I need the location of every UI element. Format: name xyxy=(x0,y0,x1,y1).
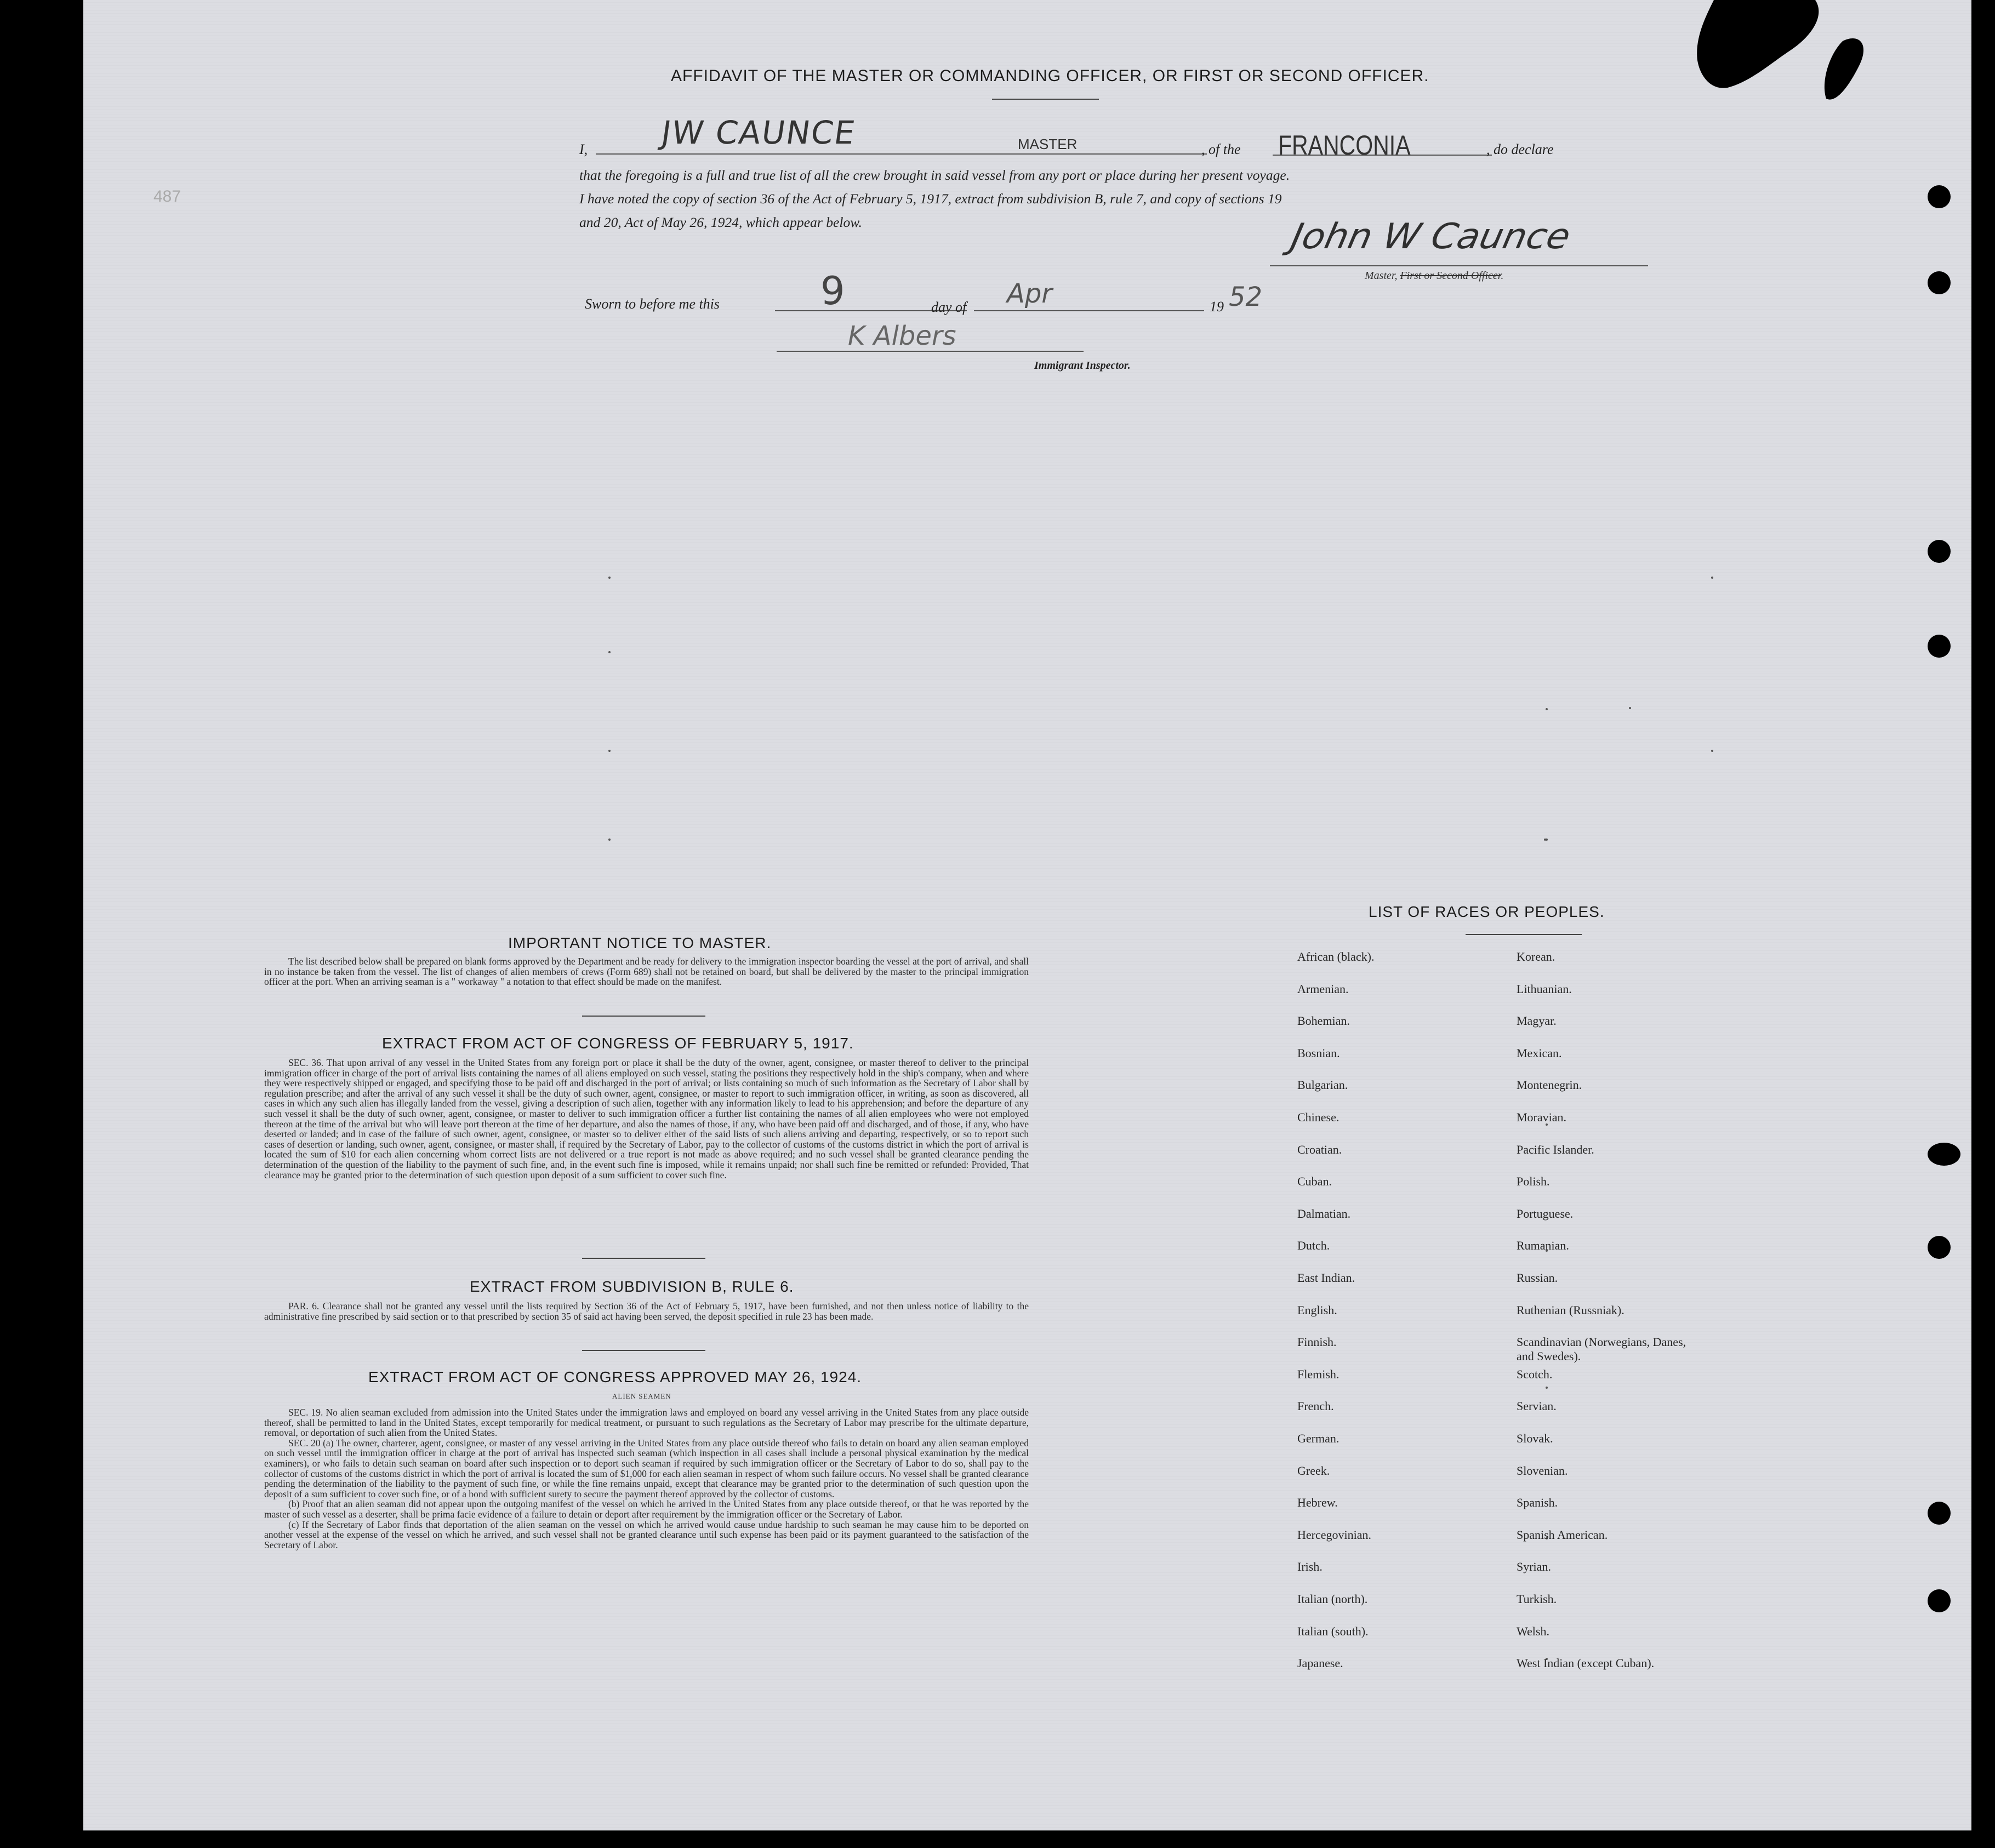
master-signature: John W Caunce xyxy=(1287,216,1574,257)
print-dot xyxy=(1546,1387,1548,1389)
race-item: Russian. xyxy=(1517,1271,1558,1285)
margin-note: 487 xyxy=(153,187,181,206)
of-the-label: , of the xyxy=(1201,141,1241,157)
race-item: Bosnian. xyxy=(1297,1046,1340,1060)
heading-rule xyxy=(992,99,1099,100)
extract-3-paragraph-3: (b) Proof that an alien seaman did not appear upon the outgoing manifest of the vessel on which he arrived in the United States from any place outside thereof, or that he was reported by the master of such vessel as a deserter, shall be prima facie evidence of a failure to detain or deport after requirement by the immigration officer or the Secretary of Labor. xyxy=(264,1498,1029,1520)
rank-label: MASTER xyxy=(1018,136,1078,152)
binder-hole xyxy=(1928,1236,1951,1259)
race-item: West Indian (except Cuban). xyxy=(1517,1656,1655,1670)
year-suffix: 52 xyxy=(1229,282,1263,312)
notice-paragraph: The list described below shall be prepared on blank forms approved by the Department and be ready for delivery to the immigration inspector boarding the vessel at the port of arrival, and shall in no instance be taken from the vessel. The list of changes of alien members of crews (Form 689) shall not be retained on board, but shall be delivered by the master to the principal immigration officer at the port. When an arriving seaman is a " workaway " a notation to that effect should be made on the manifest. xyxy=(264,956,1029,988)
affidavit-line-2: that the foregoing is a full and true list of all the crew brought in said vessel from any port or place during her present voyage. xyxy=(579,167,1290,183)
race-item: Chinese. xyxy=(1297,1110,1340,1124)
race-item: French. xyxy=(1297,1399,1334,1413)
race-item: German. xyxy=(1297,1431,1340,1445)
binder-hole xyxy=(1928,635,1951,658)
affidavit-heading: AFFIDAVIT OF THE MASTER OR COMMANDING OFFICER, OR FIRST OR SECOND OFFICER. xyxy=(671,67,1429,85)
race-item: Lithuanian. xyxy=(1517,982,1572,996)
race-item: Turkish. xyxy=(1517,1592,1557,1606)
race-item: Montenegrin. xyxy=(1517,1078,1582,1092)
extract-2-title: EXTRACT FROM SUBDIVISION B, RULE 6. xyxy=(470,1278,794,1295)
signature-underline xyxy=(1270,265,1648,266)
binder-hole xyxy=(1928,1143,1960,1166)
sworn-day: 9 xyxy=(820,269,845,313)
torn-corner-shape xyxy=(1662,0,1892,137)
race-item: African (black). xyxy=(1297,950,1375,963)
binder-hole xyxy=(1928,271,1951,294)
extract-1-paragraph: SEC. 36. That upon arrival of any vessel in the United States from any foreign port or place it shall be the duty of the owner, agent, consignee, or master thereof to deliver to the principal immigration officer in charge of the port of arrival lists containing the names of all aliens employed on such vessel, stating the positions they respectively hold in the ship's company, when and where they were respectively shipped or engaged, and specifying those to be paid off and discharged in the port of arrival; or lists containing so much of such information as the Secretary of Labor shall by regulation prescribe; and after the arrival of any such vessel it shall be the duty of such owner, agent, consignee, or master to report to such immigration officer, in writing, as soon as discovered, all cases in which any such alien has illegally landed from the vessel, giving a description of such alien, together with any information likely to lead to his apprehension; and before the departure of any such vessel it shall be the duty of such owner, agent, consignee, or master to deliver to such immigration officer a further list containing the names of all alien employees who were not employed thereon at the time of the arrival but who will leave port thereon at the time of her departure, and also the names of those, if any, who have been paid off and discharged, and of those, if any, who have deserted or landed; and in case of the failure of such owner, agent, consignee, or master so to deliver either of the said lists of such aliens arriving and departing, respectively, or so to report such cases of desertion or landing, such owner, agent, consignee, or master shall, if required by the Secretary of Labor, pay to the collector of customs of the customs district in which the port of arrival is located the sum of $10 for each alien concerning whom correct lists are not delivered or a true report is not made as above required; and no such vessel shall be granted clearance pending the determination of the question of the liability to the payment of such fine, and, in the event such fine is imposed, while it remains unpaid; nor shall such fine be remitted or refunded: Provided, That clearance may be granted prior to the determination of such question upon deposit of a sum sufficient to cover such fine. xyxy=(264,1057,1029,1180)
print-dot xyxy=(608,839,611,841)
race-item: Flemish. xyxy=(1297,1367,1340,1381)
race-item: Spanish American. xyxy=(1517,1527,1608,1542)
extract-1-body xyxy=(264,1058,1029,1180)
extract-3-paragraph-1: SEC. 19. No alien seaman excluded from admission into the United States under the immigration laws and employed on board any vessel arriving in the United States from any place outside thereof, shall be permitted to land in the United States, except temporarily for medical treatment, or pursuant to such regulations as the Secretary of Labor may prescribe for the ultimate departure, removal, or deportation of such alien from the United States. xyxy=(264,1407,1029,1439)
print-dot xyxy=(608,750,611,752)
binder-hole xyxy=(1928,540,1951,563)
affidavit-line-4: and 20, Act of May 26, 1924, which appear below. xyxy=(579,214,862,230)
race-item: Welsh. xyxy=(1517,1624,1549,1638)
race-item: Croatian. xyxy=(1297,1142,1342,1156)
binder-hole xyxy=(1928,1502,1951,1525)
print-dot xyxy=(608,651,611,653)
race-item: Mexican. xyxy=(1517,1046,1562,1060)
print-dot xyxy=(1711,577,1713,579)
signature-caption-suffix: . xyxy=(1501,270,1504,282)
print-dot xyxy=(1629,707,1631,709)
race-item: Scandinavian (Norwegians, Danes, and Swedes). xyxy=(1517,1335,1686,1364)
race-item: Korean. xyxy=(1517,950,1555,963)
race-item: Rumanian. xyxy=(1517,1239,1569,1253)
race-item: Cuban. xyxy=(1297,1174,1332,1189)
race-item: Hercegovinian. xyxy=(1297,1527,1371,1542)
extract-2-paragraph: PAR. 6. Clearance shall not be granted any vessel until the lists required by Section 36 of the Act of February 5, 1917, have been furnished, and not then unless notice of liability to the administrative fine prescribed by said section or to that prescribed by section 35 of said act having been served, the deposit specified in rule 23 has been made. xyxy=(264,1301,1029,1322)
race-item: Bohemian. xyxy=(1297,1014,1350,1028)
race-item: Irish. xyxy=(1297,1560,1323,1574)
race-item: East Indian. xyxy=(1297,1271,1355,1285)
binder-hole xyxy=(1928,1589,1951,1612)
race-item: Bulgarian. xyxy=(1297,1078,1348,1092)
race-item: Portuguese. xyxy=(1517,1206,1574,1220)
extract-3-subtitle: ALIEN SEAMEN xyxy=(612,1392,671,1400)
races-title: LIST OF RACES OR PEOPLES. xyxy=(1369,903,1605,920)
i-label: I, xyxy=(579,141,588,157)
race-item: Syrian. xyxy=(1517,1560,1551,1574)
print-dot xyxy=(608,577,611,579)
race-item: Japanese. xyxy=(1297,1656,1343,1670)
race-item: Polish. xyxy=(1517,1174,1550,1189)
sworn-month-underline xyxy=(974,310,1204,311)
race-item: Italian (north). xyxy=(1297,1592,1368,1606)
extract-2-rule xyxy=(582,1350,705,1351)
print-dot xyxy=(1544,839,1546,841)
races-rule xyxy=(1466,934,1582,935)
race-item: Spanish. xyxy=(1517,1496,1558,1510)
extract-2-body xyxy=(264,1301,1029,1321)
inspector-caption: Immigrant Inspector. xyxy=(1034,360,1131,372)
year-prefix: 19 xyxy=(1210,299,1224,315)
race-item: Dalmatian. xyxy=(1297,1206,1351,1220)
affidavit-line-3: I have noted the copy of section 36 of the Act of February 5, 1917, extract from subdivision B, rule 7, and copy of sections 19 xyxy=(579,191,1282,207)
race-item: Pacific Islander. xyxy=(1517,1142,1594,1156)
signature-caption-prefix: Master, xyxy=(1365,270,1400,282)
sworn-label: Sworn to before me this xyxy=(585,296,720,312)
race-item: Armenian. xyxy=(1297,982,1349,996)
do-declare-label: , do declare xyxy=(1486,141,1554,157)
race-item: English. xyxy=(1297,1303,1337,1317)
signature-caption xyxy=(1365,270,1503,282)
signature-caption-struck: First or Second Officer xyxy=(1400,270,1501,282)
notice-body xyxy=(264,956,1029,987)
inspector-signature: K Albers xyxy=(848,321,956,351)
extract-3-paragraph-2: SEC. 20 (a) The owner, charterer, agent, consignee, or master of any vessel arriving in the United States from any place outside thereof who fails to detain on board any alien seaman employed on such vessel until the immigration officer in charge at the port of arrival has inspected such seaman (which inspection in all cases shall include a personal physical examination by the medical examiners), or who fails to detain such seaman on board after such inspection or to deport such seaman if required by such immigration officer or the Secretary of Labor to do so, shall pay to the collector of customs of the customs district in which the port of arrival is located the sum of $1,000 for each alien seaman in respect of whom such failure occurs. No vessel shall be granted clearance pending the determination of the liability to the payment of such fine, or while the fine remains unpaid, except that clearance may be granted prior to the determination of such question upon the deposit of a sum sufficient to cover such fine, or of a bond with sufficient surety to secure the payment thereof approved by the collector of customs. xyxy=(264,1437,1029,1499)
race-item: Ruthenian (Russniak). xyxy=(1517,1303,1625,1317)
print-dot xyxy=(1711,750,1713,752)
race-item: Greek. xyxy=(1297,1463,1330,1478)
race-item: Hebrew. xyxy=(1297,1496,1338,1510)
race-item: Dutch. xyxy=(1297,1239,1330,1253)
notice-rule xyxy=(582,1016,705,1017)
extract-1-title: EXTRACT FROM ACT OF CONGRESS OF FEBRUARY 5, 1917. xyxy=(382,1035,854,1052)
extract-3-title: EXTRACT FROM ACT OF CONGRESS APPROVED MAY 26, 1924. xyxy=(368,1368,862,1385)
race-item: Servian. xyxy=(1517,1399,1557,1413)
binder-hole xyxy=(1928,185,1951,208)
race-item: Finnish. xyxy=(1297,1335,1337,1349)
extract-3-paragraph-4: (c) If the Secretary of Labor finds that deportation of the alien seaman on the vessel on which he arrived would cause undue hardship to such seaman he may cause him to be deported on another vessel at the expense of the vessel on which he arrived, and such vessel shall not be granted clearance until such expense has been paid or its payment guaranteed to the satisfaction of the Secretary of Labor. xyxy=(264,1519,1029,1550)
handwritten-master-name: JW CAUNCE xyxy=(659,114,858,151)
race-item: Slovenian. xyxy=(1517,1463,1568,1478)
notice-title: IMPORTANT NOTICE TO MASTER. xyxy=(508,934,772,951)
race-item: Moravian. xyxy=(1517,1110,1567,1124)
extract-1-rule xyxy=(582,1258,705,1259)
race-item: Scotch. xyxy=(1517,1367,1553,1381)
print-dot xyxy=(1546,708,1548,710)
sworn-month: Apr xyxy=(1007,278,1053,309)
race-item: Magyar. xyxy=(1517,1014,1557,1028)
race-item: Slovak. xyxy=(1517,1431,1553,1445)
name-underline xyxy=(596,153,1207,155)
vessel-name: FRANCONIA xyxy=(1278,130,1411,161)
extract-3-body xyxy=(264,1407,1029,1550)
day-of-label: day of xyxy=(931,299,967,315)
document-sheet xyxy=(83,0,1971,1830)
race-item: Italian (south). xyxy=(1297,1624,1369,1638)
